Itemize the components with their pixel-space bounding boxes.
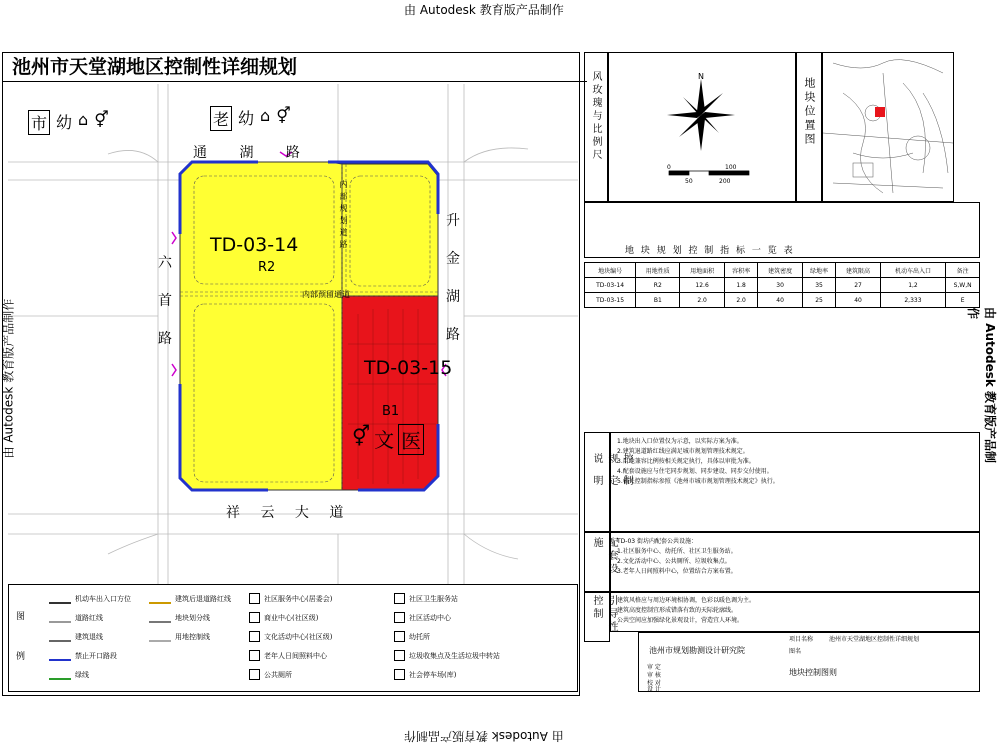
cell: 30 — [758, 278, 802, 293]
supplement-label-cell — [584, 532, 617, 592]
cell: 1.8 — [724, 278, 758, 293]
watermark-left: 由 Autodesk 教育版产品制作 — [1, 298, 16, 459]
road-label-west — [158, 244, 176, 358]
guide-line: 建筑风格应与周边环境相协调，色彩以暖色调为主。 — [617, 597, 756, 604]
sign-row: 审 核 — [647, 672, 661, 679]
page-title: 池州市天堂湖地区控制性详细规划 — [2, 52, 587, 82]
community-icon: ⌂ — [78, 110, 89, 129]
control-line: 1.地块出入口位置仅为示意，以实际方案为准。 — [617, 438, 743, 445]
info-panel — [584, 52, 980, 692]
guide-label-cell — [584, 592, 617, 642]
th-0: 地块编号 — [585, 263, 636, 278]
th-5: 绿地率 — [802, 263, 836, 278]
legend-item — [249, 669, 292, 680]
cell: 12.6 — [680, 278, 724, 293]
parcel-td-03-14[interactable] — [180, 162, 342, 490]
legend-facility-icon — [249, 669, 260, 680]
guide-line: 公共空间应加强绿化景观设计，营造宜人环境。 — [617, 617, 744, 624]
toilet-icon-2: ⚥ — [276, 106, 291, 125]
location-label: 地块位置图 — [803, 77, 816, 147]
cell: 1,2 — [880, 278, 946, 293]
drawing-label: 图名 — [789, 648, 802, 655]
internal-road-label: 内部规划道路 — [339, 180, 348, 252]
location-label-cell — [796, 52, 822, 202]
internal-road-label-2: 内部预留通道 — [302, 290, 350, 299]
legend-item — [394, 650, 500, 661]
control-line: 3.用地兼容比例按相关规定执行，具体以审批为准。 — [617, 458, 755, 465]
legend-line-icon — [49, 631, 71, 642]
facility-icons-left — [28, 110, 109, 135]
legend-facility-icon — [249, 631, 260, 642]
road-label-north: 通 湖 路 — [193, 145, 314, 161]
legend-facility-icon — [394, 669, 405, 680]
legend-item — [49, 650, 117, 661]
cell: TD-03-15 — [585, 293, 636, 308]
legend-line-icon — [49, 593, 71, 604]
watermark-bottom: 由 Autodesk 教育版产品制作 — [404, 729, 564, 743]
compass-label-cell — [584, 52, 608, 202]
org-name: 池州市规划勘测设计研究院 — [649, 646, 745, 655]
scale-tick-200: 200 — [719, 178, 731, 185]
sign-row: 校 对 — [647, 680, 661, 687]
legend-facility-icon — [394, 612, 405, 623]
legend-label: 商业中心(社区级) — [264, 613, 319, 622]
market-icon: 市 — [28, 110, 50, 135]
cell: E — [946, 293, 980, 308]
road-label-west-2: 首 — [158, 293, 172, 309]
compass-label: 风玫瑰与比例尺 — [590, 71, 601, 162]
facility-icons-right — [210, 106, 291, 131]
control-label-cell — [584, 432, 632, 532]
control-index-table — [584, 262, 980, 308]
compass-rose-icon — [609, 53, 797, 203]
supplement-line: 2.文化活动中心、公共厕所、垃圾收集点。 — [617, 558, 731, 565]
legend-item — [49, 612, 103, 623]
road-label-west-3: 路 — [158, 331, 172, 347]
legend-label: 建筑退线 — [75, 632, 103, 641]
table-row — [585, 278, 980, 293]
legend-item — [49, 669, 89, 680]
control-text — [610, 432, 980, 532]
legend-label: 社区活动中心 — [409, 613, 451, 622]
legend-label: 公共厕所 — [264, 670, 292, 679]
road-label-west-1: 六 — [158, 255, 172, 271]
scale-tick-0: 0 — [667, 164, 671, 171]
cell: 2.0 — [724, 293, 758, 308]
parcel-a-code: TD-03-14 — [210, 234, 299, 256]
parcel-a-use: R2 — [258, 260, 276, 275]
parcel-td-03-14-north — [342, 164, 438, 296]
legend-facility-icon — [394, 631, 405, 642]
legend-line-icon — [149, 593, 171, 604]
legend-label: 建筑后退道路红线 — [175, 594, 231, 603]
legend-facility-icon — [249, 593, 260, 604]
svg-text:N: N — [698, 72, 704, 81]
legend-facility-icon — [249, 650, 260, 661]
table-header-row — [585, 263, 980, 278]
legend-label: 垃圾收集点及生活垃圾中转站 — [409, 651, 500, 660]
control-line: 4.配套设施应与住宅同步规划、同步建设、同步交付使用。 — [617, 468, 773, 475]
control-label: 控制规定说明 — [591, 453, 632, 497]
cell: R2 — [636, 278, 680, 293]
legend-line-icon — [149, 631, 171, 642]
th-1: 用地性质 — [636, 263, 680, 278]
supplement-line: 1.社区服务中心、幼托所、社区卫生服务站。 — [617, 548, 737, 555]
location-map-svg — [823, 53, 955, 203]
legend-item — [149, 593, 231, 604]
elderly-icon: 老 — [210, 106, 232, 131]
watermark-right: 由 Autodesk 教育版产品制作 — [966, 307, 997, 464]
location-map-cell[interactable] — [822, 52, 954, 202]
sign-row: 设 计 — [647, 686, 661, 693]
legend-item — [394, 593, 458, 604]
guide-label: 引导性控制 — [591, 595, 617, 634]
legend-facility-icon — [394, 593, 405, 604]
kindergarten-icon: 幼 — [56, 113, 73, 132]
legend-item — [394, 612, 451, 623]
legend-label: 幼托所 — [409, 632, 430, 641]
legend-facility-icon — [249, 612, 260, 623]
watermark-top: 由 Autodesk 教育版产品制作 — [404, 3, 564, 17]
compass-cell — [608, 52, 796, 202]
legend — [8, 584, 578, 692]
cell: 40 — [758, 293, 802, 308]
table-title-cell — [584, 202, 980, 258]
cell: 2,333 — [880, 293, 946, 308]
legend-label: 机动车出入口方位 — [75, 594, 131, 603]
th-3: 容积率 — [724, 263, 758, 278]
legend-label: 老年人日间照料中心 — [264, 651, 327, 660]
legend-line-icon — [49, 650, 71, 661]
th-4: 建筑密度 — [758, 263, 802, 278]
th-2: 用地面积 — [680, 263, 724, 278]
parcel-td-03-15[interactable] — [342, 296, 438, 490]
cell: B1 — [636, 293, 680, 308]
road-label-south: 祥 云 大 道 — [226, 505, 352, 521]
legend-label: 用地控制线 — [175, 632, 210, 641]
legend-item — [249, 593, 332, 604]
legend-item — [249, 612, 318, 623]
th-7: 机动车出入口 — [880, 263, 946, 278]
legend-line-icon — [49, 669, 71, 680]
supplement-text — [610, 532, 980, 592]
road-label-east-2: 金 — [446, 251, 460, 267]
legend-label: 社区服务中心(居委会) — [264, 594, 333, 603]
legend-label: 地块划分线 — [175, 613, 210, 622]
map-canvas[interactable] — [8, 84, 578, 584]
road-label-east-1: 升 — [446, 213, 460, 229]
legend-item — [149, 612, 210, 623]
scale-tick-50: 50 — [685, 178, 693, 185]
sign-row: 审 定 — [647, 664, 661, 671]
toilet-icon: ⚥ — [94, 110, 109, 129]
legend-label: 社区卫生服务站 — [409, 594, 458, 603]
control-line: 5.相关控制指标参照《池州市城市规划管理技术规定》执行。 — [617, 478, 779, 485]
legend-label: 文化活动中心(社区级) — [264, 632, 333, 641]
legend-item — [249, 631, 332, 642]
cell: 25 — [802, 293, 836, 308]
legend-line-icon — [49, 612, 71, 623]
community-icon-2: ⌂ — [260, 106, 271, 125]
legend-item — [249, 650, 327, 661]
culture-icon: 文 — [374, 428, 395, 452]
legend-label: 道路红线 — [75, 613, 103, 622]
clinic-icon: 医 — [398, 424, 424, 455]
supplement-line: 3.老年人日间照料中心，位置结合方案布置。 — [617, 568, 737, 575]
guide-text — [610, 592, 980, 632]
supplement-line: TD-03 街坊内配套公共设施： — [617, 538, 697, 545]
road-label-east-4: 路 — [446, 327, 460, 343]
drawing-name: 地块控制图则 — [789, 668, 837, 677]
th-8: 备注 — [946, 263, 980, 278]
title-block — [638, 632, 980, 692]
cell: TD-03-14 — [585, 278, 636, 293]
legend-label: 社会停车场(库) — [409, 670, 457, 679]
legend-item — [49, 593, 131, 604]
project-label: 项目名称 — [789, 636, 814, 643]
site-marker — [875, 107, 885, 117]
legend-title: 图 例 — [14, 611, 24, 674]
road-label-east-3: 湖 — [446, 289, 460, 305]
table-title: 地 块 规 划 控 制 指 标 一 览 表 — [625, 246, 795, 256]
parcel-b-code: TD-03-15 — [364, 357, 453, 379]
legend-item — [394, 631, 430, 642]
legend-item — [149, 631, 210, 642]
supplement-label: 配套设施 — [591, 537, 617, 576]
cell: 35 — [802, 278, 836, 293]
cell: S,W,N — [946, 278, 980, 293]
th-6: 建筑限高 — [836, 263, 880, 278]
toilet-icon-3: ⚥ — [352, 424, 371, 448]
legend-label: 绿线 — [75, 670, 89, 679]
legend-item — [394, 669, 456, 680]
scale-tick-100: 100 — [725, 164, 737, 171]
project-name: 池州市天堂湖地区控制性详细规划 — [829, 636, 920, 643]
legend-line-icon — [149, 612, 171, 623]
legend-label: 禁止开口路段 — [75, 651, 117, 660]
cell: 40 — [836, 293, 880, 308]
parcel-b-use: B1 — [382, 404, 400, 419]
guide-line: 建筑高度控制宜形成错落有致的天际轮廓线。 — [617, 607, 738, 614]
kindergarten-icon-2: 幼 — [238, 109, 255, 128]
road-label-east — [446, 202, 464, 354]
cell: 2.0 — [680, 293, 724, 308]
legend-item — [49, 631, 103, 642]
parcel-b-facilities — [352, 424, 424, 455]
control-line: 2.建筑退道路红线应满足城市规划管理技术规定。 — [617, 448, 749, 455]
cell: 27 — [836, 278, 880, 293]
table-row — [585, 293, 980, 308]
legend-facility-icon — [394, 650, 405, 661]
